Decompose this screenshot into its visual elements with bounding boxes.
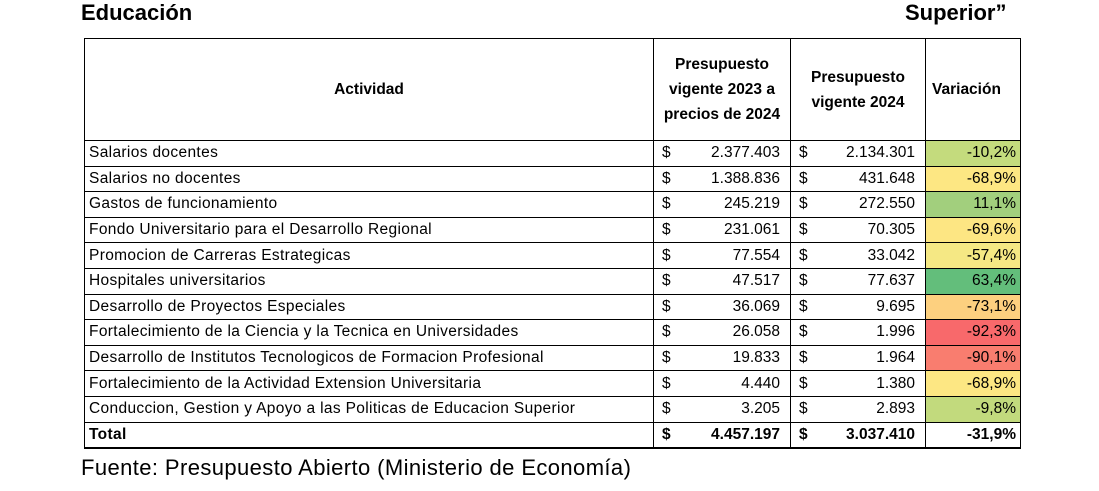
cell-presupuesto-2023 <box>654 320 791 346</box>
cell-presupuesto-2024 <box>791 141 926 167</box>
cell-actividad: Fondo Universitario para el Desarrollo Regional <box>85 217 654 243</box>
cell-total-label: Total <box>85 422 654 448</box>
currency-symbol: $ <box>799 195 808 213</box>
cell-presupuesto-2024 <box>791 166 926 192</box>
cell-variacion: -10,2% <box>926 141 1021 167</box>
header-title-left: Educación <box>81 0 193 25</box>
cell-variacion: -92,3% <box>926 320 1021 346</box>
amount-value: 2.134.301 <box>846 144 915 162</box>
cell-actividad: Fortalecimiento de la Ciencia y la Tecnica en Universidades <box>85 320 654 346</box>
amount-value: 36.069 <box>732 297 780 315</box>
amount-value: 2.893 <box>876 400 915 418</box>
table-row <box>85 166 1021 192</box>
cell-presupuesto-2024 <box>791 345 926 371</box>
cell-presupuesto-2024 <box>791 217 926 243</box>
cell-presupuesto-2023 <box>654 294 791 320</box>
cell-presupuesto-2023 <box>654 217 791 243</box>
cell-presupuesto-2024 <box>791 294 926 320</box>
amount-value: 3.037.410 <box>846 425 915 443</box>
cell-actividad: Salarios no docentes <box>85 166 654 192</box>
cell-presupuesto-2023 <box>654 243 791 269</box>
currency-symbol: $ <box>662 272 671 290</box>
table-row <box>85 192 1021 218</box>
amount-value: 1.380 <box>876 374 915 392</box>
currency-symbol: $ <box>662 349 671 367</box>
cell-total-variacion: -31,9% <box>926 422 1021 448</box>
currency-symbol: $ <box>799 323 808 341</box>
cell-presupuesto-2024 <box>791 192 926 218</box>
amount-value: 70.305 <box>867 221 915 239</box>
cell-variacion: -90,1% <box>926 345 1021 371</box>
cell-actividad: Conduccion, Gestion y Apoyo a las Politicas de Educacion Superior <box>85 396 654 422</box>
amount-value: 26.058 <box>732 323 780 341</box>
currency-symbol: $ <box>799 374 808 392</box>
cell-presupuesto-2024 <box>791 371 926 397</box>
table-row <box>85 243 1021 269</box>
cell-variacion: -68,9% <box>926 371 1021 397</box>
total-row <box>85 422 1021 448</box>
table-row <box>85 141 1021 167</box>
currency-symbol: $ <box>799 297 808 315</box>
column-header-presupuesto-2023: Presupuesto vigente 2023 a precios de 2024 <box>654 39 791 141</box>
cell-presupuesto-2023 <box>654 141 791 167</box>
cell-presupuesto-2023 <box>654 371 791 397</box>
amount-value: 1.964 <box>876 349 915 367</box>
currency-symbol: $ <box>799 169 808 187</box>
currency-symbol: $ <box>799 144 808 162</box>
cell-presupuesto-2023 <box>654 345 791 371</box>
column-header-actividad: Actividad <box>85 39 654 141</box>
currency-symbol: $ <box>662 169 671 187</box>
cell-actividad: Fortalecimiento de la Actividad Extension Universitaria <box>85 371 654 397</box>
cell-variacion: 63,4% <box>926 268 1021 294</box>
source-note: Fuente: Presupuesto Abierto (Ministerio de Economía) <box>81 455 632 480</box>
cell-variacion: -9,8% <box>926 396 1021 422</box>
cell-presupuesto-2023 <box>654 268 791 294</box>
amount-value: 77.637 <box>867 272 915 290</box>
cell-presupuesto-2024 <box>791 268 926 294</box>
cell-presupuesto-2023 <box>654 396 791 422</box>
cell-actividad: Desarrollo de Proyectos Especiales <box>85 294 654 320</box>
table-row <box>85 371 1021 397</box>
cell-actividad: Promocion de Carreras Estrategicas <box>85 243 654 269</box>
cell-presupuesto-2024 <box>791 320 926 346</box>
table-row <box>85 396 1021 422</box>
cell-presupuesto-2023 <box>654 166 791 192</box>
amount-value: 4.440 <box>741 374 780 392</box>
amount-value: 272.550 <box>858 195 915 213</box>
currency-symbol: $ <box>662 374 671 392</box>
table-row <box>85 345 1021 371</box>
currency-symbol: $ <box>799 349 808 367</box>
cell-presupuesto-2023 <box>654 192 791 218</box>
amount-value: 431.648 <box>858 169 915 187</box>
amount-value: 77.554 <box>732 246 780 264</box>
currency-symbol: $ <box>799 400 808 418</box>
amount-value: 9.695 <box>876 297 915 315</box>
cell-actividad: Gastos de funcionamiento <box>85 192 654 218</box>
cell-actividad: Hospitales universitarios <box>85 268 654 294</box>
amount-value: 231.061 <box>723 221 780 239</box>
cell-total-2024 <box>791 422 926 448</box>
table-row <box>85 217 1021 243</box>
currency-symbol: $ <box>662 297 671 315</box>
cell-presupuesto-2024 <box>791 396 926 422</box>
amount-value: 33.042 <box>867 246 915 264</box>
column-header-presupuesto-2024: Presupuesto vigente 2024 <box>791 39 926 141</box>
amount-value: 2.377.403 <box>711 144 780 162</box>
currency-symbol: $ <box>662 246 671 264</box>
cell-actividad: Desarrollo de Institutos Tecnologicos de Formacion Profesional <box>85 345 654 371</box>
currency-symbol: $ <box>662 144 671 162</box>
currency-symbol: $ <box>662 195 671 213</box>
currency-symbol: $ <box>799 221 808 239</box>
cell-total-2023 <box>654 422 791 448</box>
cell-presupuesto-2024 <box>791 243 926 269</box>
table-row <box>85 320 1021 346</box>
currency-symbol: $ <box>662 221 671 239</box>
table-row <box>85 268 1021 294</box>
cell-variacion: -57,4% <box>926 243 1021 269</box>
currency-symbol: $ <box>799 425 808 443</box>
cell-variacion: -68,9% <box>926 166 1021 192</box>
amount-value: 245.219 <box>723 195 780 213</box>
amount-value: 19.833 <box>732 349 780 367</box>
amount-value: 47.517 <box>732 272 780 290</box>
table-body <box>85 141 1021 449</box>
currency-symbol: $ <box>799 246 808 264</box>
amount-value: 1.388.836 <box>711 169 780 187</box>
currency-symbol: $ <box>662 425 671 443</box>
budget-table <box>84 38 1021 449</box>
currency-symbol: $ <box>662 323 671 341</box>
cell-variacion: -73,1% <box>926 294 1021 320</box>
amount-value: 1.996 <box>876 323 915 341</box>
header-title-right: Superior” <box>905 0 1007 25</box>
table-row <box>85 294 1021 320</box>
column-header-variacion: Variación <box>926 39 1021 141</box>
cell-actividad: Salarios docentes <box>85 141 654 167</box>
amount-value: 4.457.197 <box>711 425 780 443</box>
cell-variacion: 11,1% <box>926 192 1021 218</box>
currency-symbol: $ <box>662 400 671 418</box>
table-header-row <box>85 39 1021 141</box>
amount-value: 3.205 <box>741 400 780 418</box>
cell-variacion: -69,6% <box>926 217 1021 243</box>
currency-symbol: $ <box>799 272 808 290</box>
